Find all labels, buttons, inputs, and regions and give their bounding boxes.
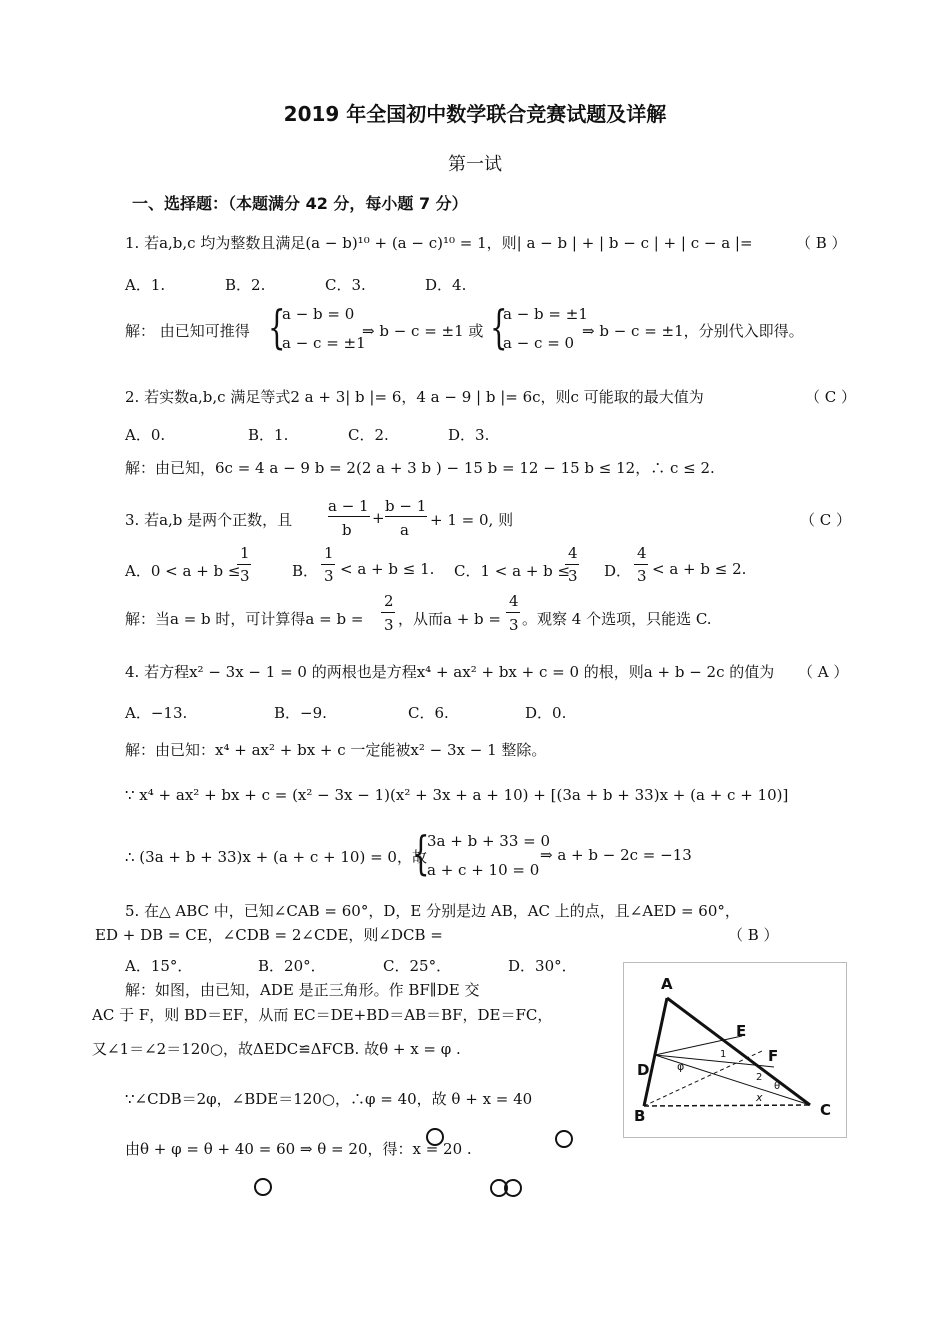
q1-solution-mid2: ⇒ b − c = ±1，分别代入即得。	[582, 322, 804, 340]
q3-fraction1-denominator: b	[342, 521, 352, 539]
q4-answer: （ A ）	[798, 663, 849, 681]
q3-option-d-num: 4	[637, 544, 647, 562]
q2-answer: （ C ）	[805, 388, 857, 406]
triangle-figure	[623, 962, 847, 1138]
q1-solution-mid1: ⇒ b − c = ±1 或	[362, 322, 484, 340]
q1-answer: （ B ）	[796, 234, 847, 252]
q1-brace-1: {	[268, 300, 286, 354]
q4-system-line1: 3a + b + 33 = 0	[427, 832, 551, 850]
label-angle-2: 2	[756, 1072, 763, 1083]
q3-plus: +	[372, 509, 385, 527]
q3-option-d-den: 3	[637, 567, 647, 585]
q5-option-b: B．20°．	[258, 957, 326, 975]
q5-stem-line2: ED + DB = CE，∠CDB = 2∠CDE，则∠DCB =	[95, 926, 443, 944]
label-x: x	[756, 1091, 763, 1104]
q3-option-c-den: 3	[568, 567, 578, 585]
q1-option-a: A．1.	[125, 276, 166, 294]
q2-option-d: D．3.	[448, 426, 490, 444]
q5-solution-line1: 解：如图，由已知，ADE 是正三角形。作 BF∥DE 交	[125, 981, 480, 999]
q3-option-a-bar	[237, 564, 251, 565]
q3-fraction2-numerator: b − 1	[385, 497, 427, 515]
circle-mark	[555, 1130, 573, 1148]
q1-option-c: C．3.	[325, 276, 366, 294]
triangle-diagram	[624, 963, 846, 1137]
label-angle-1: 1	[720, 1049, 727, 1060]
q3-solution-frac1-den: 3	[384, 616, 394, 634]
q4-solution-line2: ∵ x⁴ + ax² + bx + c = (x² − 3x − 1)(x² + 3x + a + 10) + [(3a + b + 33)x + (a + c + 10)]	[125, 786, 789, 804]
q1-system2-line2: a − c = 0	[503, 334, 575, 352]
q4-solution-result: ⇒ a + b − 2c = −13	[540, 846, 692, 864]
segment-bf	[644, 1051, 762, 1106]
q3-option-a-num: 1	[240, 544, 250, 562]
q3-solution-frac1-num: 2	[384, 592, 394, 610]
q3-solution-frac2-den: 3	[509, 616, 519, 634]
q4-solution-line1: 解：由已知：x⁴ + ax² + bx + c 一定能被x² − 3x − 1 整除。	[125, 741, 547, 759]
q1-option-d: D．4.	[425, 276, 467, 294]
q3-stem-prefix: 3. 若a,b 是两个正数，且	[125, 511, 293, 529]
q2-stem: 2. 若实数a,b,c 满足等式2 a + 3| b |= 6，4 a − 9 | b |= 6c，则c 可能取的最大值为	[125, 388, 704, 406]
q3-solution-frac1-bar	[381, 612, 395, 613]
edge-bc	[644, 1105, 810, 1106]
q3-option-c-bar	[565, 564, 579, 565]
document-title: 2019 年全国初中数学联合竞赛试题及详解	[283, 102, 667, 126]
q5-solution-line3: 又∠1＝∠2＝120○，故ΔEDC≌ΔFCB. 故θ + x = φ .	[92, 1040, 461, 1058]
q4-option-a: A．−13.	[125, 704, 188, 722]
q5-option-c: C．25°．	[383, 957, 452, 975]
q1-system1-line1: a − b = 0	[282, 305, 355, 323]
q3-option-c: C．1 < a + b ≤	[454, 562, 571, 580]
section-heading: 一、选择题：（本题满分 42 分，每小题 7 分）	[132, 194, 468, 213]
q5-solution-line2: AC 于 F，则 BD＝EF，从而 EC＝DE+BD＝AB＝BF，DE＝FC，	[92, 1006, 553, 1024]
q2-option-c: C．2.	[348, 426, 389, 444]
q4-solution-line3: ∴ (3a + b + 33)x + (a + c + 10) = 0，故	[125, 848, 427, 866]
circle-mark	[254, 1178, 272, 1196]
q5-solution-line5: 由θ + φ = θ + 40 = 60 ⇒ θ = 20，得：x = 20 .	[125, 1140, 472, 1158]
q3-solution-part3: 。观察 4 个选项，只能选 C.	[522, 610, 712, 628]
q3-option-d-bar	[634, 564, 648, 565]
edge-ac	[667, 998, 810, 1105]
label-d: D	[637, 1061, 650, 1079]
q3-option-b: B．	[292, 562, 319, 580]
q3-option-a: A．0 < a + b ≤	[125, 562, 241, 580]
q4-stem: 4. 若方程x² − 3x − 1 = 0 的两根也是方程x⁴ + ax² + bx + c = 0 的根，则a + b − 2c 的值为	[125, 663, 775, 681]
q2-option-a: A．0.	[125, 426, 166, 444]
label-phi: φ	[677, 1060, 685, 1073]
q5-solution-line4: ∵∠CDB＝2φ，∠BDE＝120○，∴φ = 40，故 θ + x = 40	[125, 1090, 533, 1108]
q4-option-c: C．6.	[408, 704, 449, 722]
q3-option-b-den: 3	[324, 567, 334, 585]
q3-solution-part1: 解：当a = b 时，可计算得a = b =	[125, 610, 364, 628]
q3-fraction2-denominator: a	[400, 521, 409, 539]
q3-option-a-den: 3	[240, 567, 250, 585]
q5-option-a: A．15°．	[125, 957, 193, 975]
q1-brace-2: {	[490, 300, 508, 354]
q1-stem: 1. 若a,b,c 均为整数且满足(a − b)¹⁰ + (a − c)¹⁰ = 1，则| a − b | + | b − c | + | c − a |=	[125, 234, 753, 252]
q2-solution: 解：由已知，6c = 4 a − 9 b = 2(2 a + 3 b ) − 15 b = 12 − 15 b ≤ 12，∴ c ≤ 2.	[125, 459, 715, 477]
q1-system1-line2: a − c = ±1	[282, 334, 366, 352]
circle-mark	[504, 1179, 522, 1197]
q3-fraction1-bar	[328, 516, 370, 517]
q5-answer: （ B ）	[728, 926, 779, 944]
q1-solution-prefix: 解： 由已知可推得	[125, 322, 250, 340]
label-a: A	[661, 975, 673, 993]
label-c: C	[820, 1101, 832, 1119]
q3-solution-frac2-num: 4	[509, 592, 519, 610]
q3-fraction1-numerator: a − 1	[328, 497, 369, 515]
label-e: E	[736, 1022, 747, 1040]
q4-system-line2: a + c + 10 = 0	[427, 861, 540, 879]
q1-system2-line1: a − b = ±1	[503, 305, 588, 323]
q4-option-d: D．0.	[525, 704, 567, 722]
q3-option-b-suffix: < a + b ≤ 1.	[340, 560, 435, 578]
q3-option-c-num: 4	[568, 544, 578, 562]
q3-stem-suffix: + 1 = 0, 则	[430, 511, 514, 529]
q1-option-b: B．2.	[225, 276, 266, 294]
label-theta: θ	[774, 1081, 781, 1092]
q3-option-d: D．	[604, 562, 632, 580]
label-f: F	[768, 1047, 779, 1065]
q3-option-b-bar	[321, 564, 335, 565]
q3-option-d-suffix: < a + b ≤ 2.	[652, 560, 747, 578]
q3-option-b-num: 1	[324, 544, 334, 562]
q4-brace: {	[412, 826, 430, 880]
q3-fraction2-bar	[385, 516, 427, 517]
q5-stem-line1: 5. 在△ ABC 中，已知∠CAB = 60°，D，E 分别是边 AB，AC 上的点，且∠AED = 60°，	[125, 902, 740, 920]
q3-answer: （ C ）	[800, 511, 852, 529]
document-subtitle: 第一试	[448, 154, 502, 175]
label-b: B	[634, 1107, 646, 1125]
q3-solution-part2: ，从而a + b =	[398, 610, 501, 628]
q3-solution-frac2-bar	[506, 612, 520, 613]
q2-option-b: B．1.	[248, 426, 289, 444]
q4-option-b: B．−9.	[274, 704, 327, 722]
circle-mark	[426, 1128, 444, 1146]
edge-ab	[644, 998, 667, 1106]
q5-option-d: D．30°．	[508, 957, 577, 975]
